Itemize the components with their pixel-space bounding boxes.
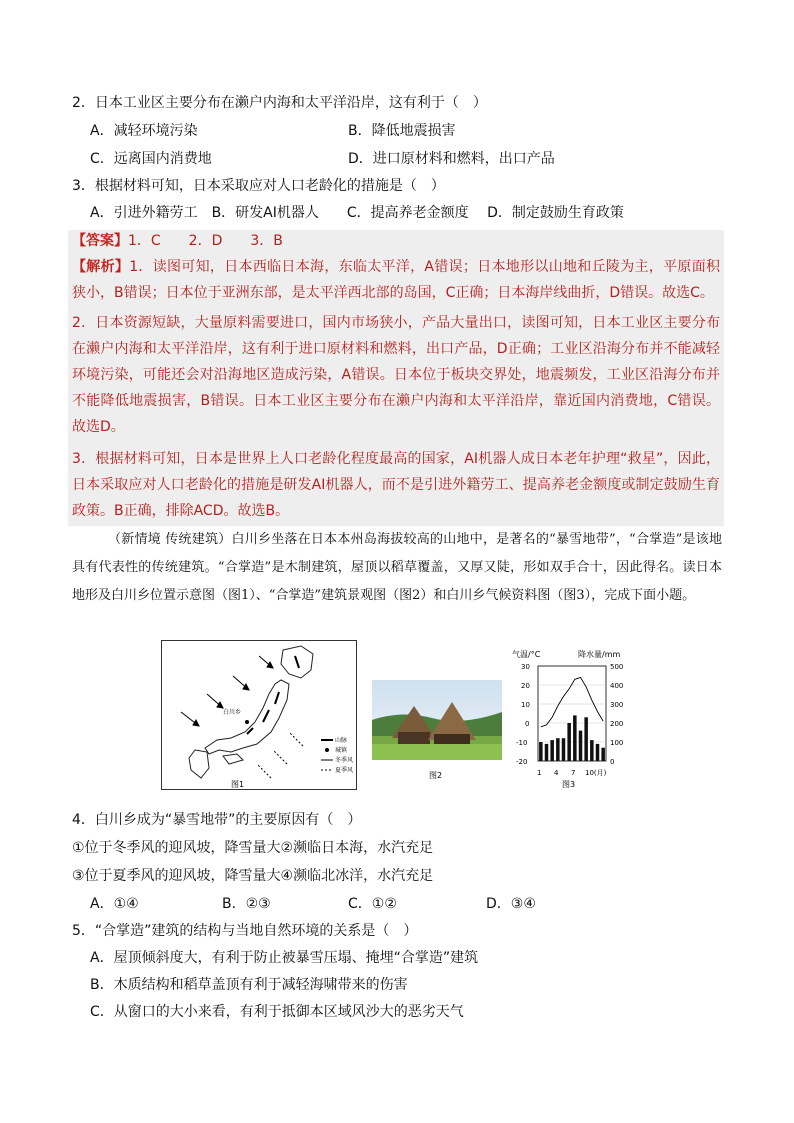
fig3-ytick-left-m10: -10 [516,739,528,747]
fig3-ytick-left-0: 0 [525,720,530,728]
analysis-p1-text: 1．读图可知，日本西临日本海，东临太平洋，A错误；日本地形以山地和丘陵为主，平原面积狭小，B错误；日本位于亚洲东部，是太平洋西北部的岛国，C正确；日本海岸线曲折，D错误。故选C。 [72,259,720,301]
analysis-tag: 【解析】 [72,259,130,275]
fig3-xtick-10: 10(月) [585,769,607,777]
q4-option-b: B．②③ [222,896,271,912]
answer-tag: 【答案】 [72,233,128,249]
answer-line [72,231,283,251]
q5-option-c: C．从窗口的大小来看，有利于抵御本区域风沙大的恶劣天气 [90,1004,464,1020]
legend-town: 城镇 [335,747,348,754]
precip-bar-month-11 [596,744,600,761]
precip-bar-month-3 [550,740,554,761]
q4-option-c: C．①② [348,896,397,912]
fig3-ytick-left-m20: -20 [516,758,528,766]
fig3-caption: 图3 [562,780,576,789]
fig3-right-title: 降水量/mm [578,650,621,659]
precip-bar-month-6 [567,723,571,761]
q4-stem: 4．白川乡成为“暴雪地带”的主要原因有（ ） [72,812,362,828]
fig1-place-label: 白川乡 [223,709,242,716]
q2-stem: 2．日本工业区主要分布在濑户内海和太平洋沿岸，这有利于（ ） [72,95,487,111]
q5-option-b: B．木质结构和稻草盖顶有利于减轻海啸带来的伤害 [90,977,408,993]
fig3-ytick-left-10: 10 [521,701,530,709]
analysis-p1 [72,254,720,306]
precip-bar-month-7 [573,715,577,761]
material-text: （新情境 传统建筑）白川乡坐落在日本本州岛海拔较高的山地中，是著名的“暴雪地带”，“合掌造”是该地具有代表性的传统建筑。“合掌造”是木制建筑，屋顶以稻草覆盖，又厚又陡，形如双手合十，因此得名。读日本地形及白川乡位置示意图（图1）、“合掌造”建筑景观图（图2）和白川乡气候资料图（图3），完成下面小题。 [72,532,722,603]
fig3-xtick-1: 1 [537,769,542,777]
q3-options: A．引进外籍劳工 B．研发AI机器人 C．提高养老金额度 D．制定鼓励生育政策 [90,205,624,221]
figure-3-climate-chart [512,648,640,790]
q2-option-b: B．降低地震损害 [348,123,456,139]
q2-option-d: D．进口原材料和燃料，出口产品 [348,151,555,167]
figure-1-japan-map [161,640,357,790]
legend-winter-monsoon: 冬季风 [335,757,354,764]
fig3-ytick-right-500: 500 [610,663,624,671]
q5-option-a: A．屋顶倾斜度大，有利于防止被暴雪压塌、掩埋“合掌造”建筑 [90,950,479,966]
precip-bar-month-12 [601,748,605,761]
fig3-left-title: 气温/°C [512,650,541,659]
q4-option-a: A．①④ [90,896,139,912]
fig3-ytick-right-300: 300 [610,701,624,709]
fig3-ytick-right-200: 200 [610,720,624,728]
legend-summer-monsoon: 夏季风 [335,767,354,774]
fig3-ytick-right-0: 0 [610,758,615,766]
analysis-p2: 2．日本资源短缺，大量原料需要进口，国内市场狭小，产品大量出口，读图可知，日本工业区主要分布在濑户内海和太平洋沿岸，这有利于进口原材料和燃料，出口产品，D正确；工业区沿海分布并不能减轻环境污染，可能还会对沿海地区造成污染，A错误。日本位于板块交界处，地震频发，工业区沿海分布并不能降低地震损害，B错误。日本工业区主要分布在濑户内海和太平洋沿岸，靠近国内消费地，C错误。故选D。 [72,315,720,435]
q4-statements-2: ③位于夏季风的迎风坡，降雪量大④濒临北冰洋，水汽充足 [72,868,434,884]
fig1-caption: 图1 [231,780,245,789]
precip-bar-month-2 [545,744,549,761]
precip-bar-month-8 [579,731,583,761]
fig3-xtick-7: 7 [571,769,576,777]
precip-bar-month-9 [584,717,588,761]
figure-2-gassho-house-photo [372,680,502,784]
q2-option-a: A．减轻环境污染 [90,123,198,139]
fig3-ytick-left-20: 20 [521,682,530,690]
legend-mountain: 山脉 [335,737,348,744]
fig3-xtick-4: 4 [554,769,559,777]
material-paragraph [72,526,722,610]
fig3-ytick-left-30: 30 [521,663,530,671]
precip-bar-month-4 [556,738,560,761]
q2-option-c: C．远离国内消费地 [90,151,212,167]
analysis-p3: 3．根据材料可知，日本是世界上人口老龄化程度最高的国家，AI机器人成日本老年护理“救星”，因此，日本采取应对人口老龄化的措施是研发AI机器人，而不是引进外籍劳工、提高养老金额度或制定鼓励生育政策。B正确，排除ACD。故选B。 [72,451,720,519]
q5-stem: 5．“合掌造”建筑的结构与当地自然环境的关系是（ ） [72,923,418,939]
q3-stem: 3．根据材料可知，日本采取应对人口老龄化的措施是（ ） [72,178,445,194]
fig2-caption: 图2 [429,771,443,780]
precip-bar-month-5 [562,738,566,761]
answer-text: 1．C 2．D 3．B [128,233,283,249]
q4-statements-1: ①位于冬季风的迎风坡，降雪量大②濒临日本海，水汽充足 [72,840,434,856]
q4-option-d: D．③④ [486,896,536,912]
fig3-ytick-right-400: 400 [610,682,624,690]
precip-bar-month-1 [539,742,543,761]
precip-bar-month-10 [590,740,594,761]
fig3-ytick-right-100: 100 [610,739,624,747]
